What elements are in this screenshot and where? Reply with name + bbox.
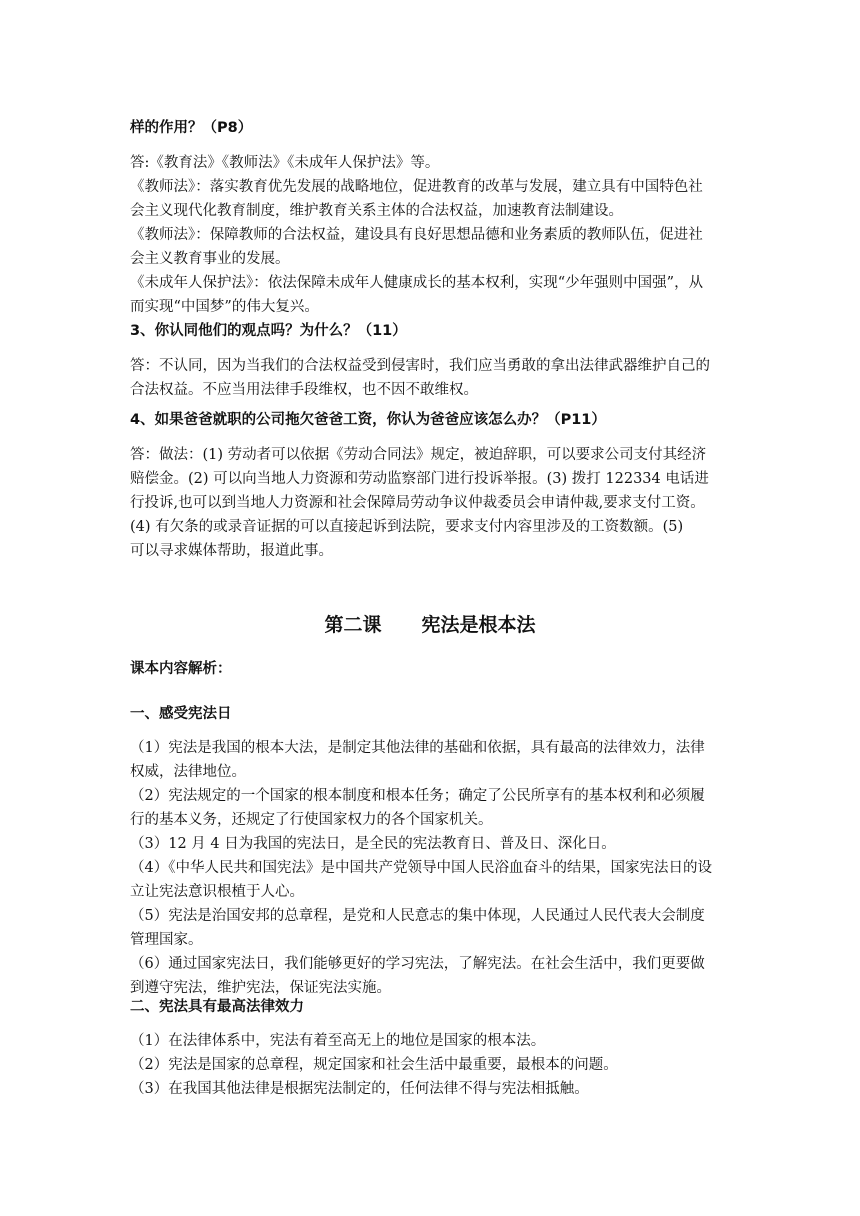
- section-1-line: 立让宪法意识根植于人心。: [130, 884, 304, 900]
- section-heading-1: 一、感受宪法日: [130, 706, 232, 722]
- section-1-line: （4）《中华人民共和国宪法》是中国共产党领导中国人民浴血奋斗的结果，国家宪法日的设: [130, 860, 712, 876]
- answer-2-line: 《教师法》：落实教育优先发展的战略地位，促进教育的改革与发展，建立具有中国特色社: [130, 179, 703, 195]
- section-1-line: 管理国家。: [130, 932, 203, 948]
- section-2-line: （1）在法律体系中，宪法有着至高无上的地位是国家的根本法。: [130, 1033, 546, 1049]
- section-1-line: （6）通过国家宪法日，我们能够更好的学习宪法，了解宪法。在社会生活中，我们更要做: [130, 956, 705, 972]
- section-1-line: 到遵守宪法，维护宪法，保证宪法实施。: [130, 980, 391, 996]
- answer-2-line: 答:《教育法》《教师法》《未成年人保护法》等。: [130, 155, 440, 171]
- answer-4-line: 答：做法：(1) 劳动者可以依据《劳动合同法》规定，被迫辞职，可以要求公司支付其经济: [130, 447, 707, 463]
- answer-3-line: 合法权益。不应当用法律手段维权，也不因不敢维权。: [130, 382, 478, 398]
- answer-2-line: 《未成年人保护法》：依法保障未成年人健康成长的基本权利，实现“少年强则中国强”，从: [130, 275, 704, 291]
- lesson-title: [0, 610, 860, 637]
- answer-4-line: 赔偿金。(2) 可以向当地人力资源和劳动监察部门进行投诉举报。(3) 拨打 122334 电话进: [130, 471, 709, 487]
- section-1-line: （1）宪法是我国的根本大法，是制定其他法律的基础和依据，具有最高的法律效力，法律: [130, 740, 705, 756]
- lesson-name: 宪法是根本法: [421, 614, 536, 636]
- section-2-line: （3）在我国其他法律是根据宪法制定的，任何法律不得与宪法相抵触。: [130, 1081, 589, 1097]
- question-2-tail: 样的作用？（P8）: [130, 120, 253, 136]
- answer-4-line: 行投诉,也可以到当地人力资源和社会保障局劳动争议仲裁委员会申请仲裁,要求支付工资。: [130, 495, 705, 511]
- answer-3-line: 答：不认同，因为当我们的合法权益受到侵害时，我们应当勇敢的拿出法律武器维护自己的: [130, 358, 710, 374]
- answer-4-line: (4) 有欠条的或录音证据的可以直接起诉到法院，要求支付内容里涉及的工资数额。(5): [130, 519, 684, 535]
- section-1-line: 权威，法律地位。: [130, 764, 246, 780]
- question-4: 4、如果爸爸就职的公司拖欠爸爸工资，你认为爸爸应该怎么办？（P11）: [130, 412, 606, 428]
- section-2-line: （2）宪法是国家的总章程，规定国家和社会生活中最重要，最根本的问题。: [130, 1057, 618, 1073]
- answer-2-line: 会主义现代化教育制度，维护教育关系主体的合法权益，加速教育法制建设。: [130, 203, 623, 219]
- section-heading-2: 二、宪法具有最高法律效力: [130, 999, 304, 1015]
- section-1-line: （2）宪法规定的一个国家的根本制度和根本任务；确定了公民所享有的基本权利和必须履: [130, 788, 705, 804]
- answer-4-line: 可以寻求媒体帮助，报道此事。: [130, 543, 333, 559]
- analysis-heading: 课本内容解析：: [130, 661, 232, 677]
- question-3: 3、你认同他们的观点吗？为什么？（11）: [130, 323, 407, 339]
- answer-2-line: 会主义教育事业的发展。: [130, 251, 290, 267]
- section-1-line: （3）12 月 4 日为我国的宪法日，是全民的宪法教育日、普及日、深化日。: [130, 836, 616, 852]
- answer-2-line: 《教师法》：保障教师的合法权益，建设具有良好思想品德和业务素质的教师队伍，促进社: [130, 227, 703, 243]
- section-1-line: （5）宪法是治国安邦的总章程，是党和人民意志的集中体现，人民通过人民代表大会制度: [130, 908, 705, 924]
- section-1-line: 行的基本义务，还规定了行使国家权力的各个国家机关。: [130, 812, 493, 828]
- answer-2-line: 而实现“中国梦”的伟大复兴。: [130, 299, 319, 315]
- lesson-number: 第二课: [324, 614, 382, 636]
